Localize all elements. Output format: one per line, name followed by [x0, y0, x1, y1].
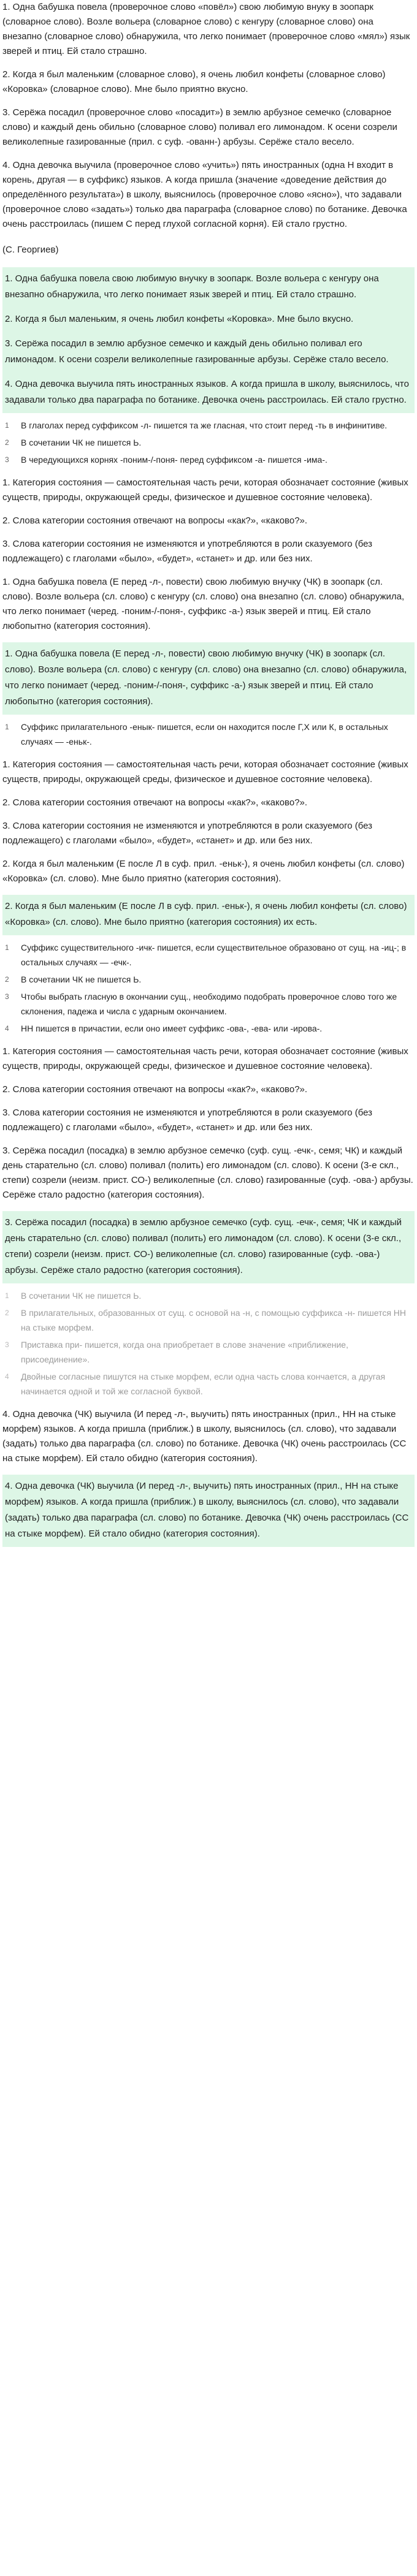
paragraph: 3. Слова категории состояния не изменяются и употребляются в роли сказуемого (без подлежащего) с глаголами «было», «будет», «станет» и др. или без них.: [2, 1108, 373, 1133]
paragraph: 2. Слова категории состояния отвечают на вопросы «как?», «каково?».: [2, 515, 308, 526]
section-original-text: [2, 0, 415, 257]
answer-paragraph: 2. Когда я был маленьким, я очень любил конфеты «Коровка». Мне было вкусно.: [5, 314, 354, 324]
rule-number: 3: [5, 455, 9, 464]
section-theory: [2, 476, 415, 634]
rule-number: 4: [5, 1024, 9, 1033]
paragraph: 4. Одна девочка (ЧК) выучила (И перед -л-, выучить) пять иностранных (прил., НН на стыке морфем) языков. А когда пришла (приближ.) в школу, выяснилось (сл. слово), что задавали (задать) только два параграфа (сл. слово) по ботанике. Девочка (ЧК) очень расстроилась (СС на стыке морфем). Ей стало обидно (категория состояния).: [2, 1409, 407, 1464]
rule-text: В сочетании ЧК не пишется Ь.: [21, 1291, 142, 1301]
paragraph: 1. Категория состояния — самостоятельная часть речи, которая обозначает состояние (живых существ, природы, окружающей среды, физическое и душевное состояние человека).: [2, 477, 408, 503]
rule-item: [5, 940, 415, 970]
rule-item: [5, 1021, 415, 1036]
paragraph: 3. Серёжа посадил (проверочное слово «посадит») в землю арбузное семечко (словарное слово) и каждый день обильно (словарное слово) поливал его лимонадом. К осени созрели великолепные газированные (прил. с суф. -ованн-) арбузы. Серёже стало весело.: [2, 107, 397, 147]
rule-number: 2: [5, 1309, 9, 1317]
answer-paragraph: 3. Серёжа посадил в землю арбузное семечко и каждый день обильно поливал его лимонадом. К осени созрели великолепные газированные арбузы. Серёже стало весело.: [5, 338, 389, 365]
rule-text: Приставка при- пишется, когда она приобретает в слове значение «приближение, присоединение».: [21, 1340, 348, 1364]
rule-text: В прилагательных, образованных от сущ. с основой на -н, с помощью суффикса -н- пишется НН на стыке морфем.: [21, 1308, 407, 1332]
rule-list: [2, 1288, 415, 1399]
paragraph: 2. Когда я был маленьким (Е после Л в суф. прил. -еньк-), я очень любил конфеты (сл. слово) «Коровка» (сл. слово). Мне было приятно (категория состояния).: [2, 859, 405, 884]
paragraph: 2. Слова категории состояния отвечают на вопросы «как?», «каково?».: [2, 1084, 308, 1095]
rule-item: [5, 972, 415, 987]
paragraph: 2. Когда я был маленьким (словарное слово), я очень любил конфеты (словарное слово) «Коровка» (словарное слово). Мне было приятно вкусно.: [2, 69, 386, 94]
rule-text: В глаголах перед суффиксом -л- пишется та же гласная, что стоит перед -ть в инфинитиве.: [21, 420, 388, 430]
answer-paragraph: 3. Серёжа посадил (посадка) в землю арбузное семечко (суф. сущ. -ечк-, семя; ЧК и каждый день старательно (сл. слово) поливал (полить) его лимонадом (сл. слово). К осени (3-е скл., степи) созрели (неизм. прист. СО-) великолепные (сл. слово) газированные (суф. -ова-) арбузы. Серёже стало радостно (категория состояния).: [5, 1217, 402, 1275]
rule-number: 1: [5, 1291, 9, 1300]
answer-block: [2, 1475, 415, 1547]
section-theory: [2, 1044, 415, 1203]
rule-item: [5, 1305, 415, 1335]
paragraph: 4. Одна девочка выучила (проверочное слово «учить») пять иностранных (одна Н входит в корень, другая — в суффикс) языков. А когда пришла (значение «доведение действия до определённого результата») в школу, выяснилось (проверочное слово «ясно»), что задавали (проверочное слово «задать») только два параграфа (словарное слово) по ботанике. Девочка очень расстроилась (пишем С перед глухой согласной корня). Ей стало грустно.: [2, 160, 407, 229]
rule-text: НН пишется в причастии, если оно имеет суффикс -ова-, -ева- или -ирова-.: [21, 1024, 323, 1033]
rule-text: В сочетании ЧК не пишется Ь.: [21, 438, 142, 447]
rule-number: 1: [5, 421, 9, 430]
paragraph: 3. Слова категории состояния не изменяются и употребляются в роли сказуемого (без подлежащего) с глаголами «было», «будет», «станет» и др. или без них.: [2, 539, 373, 564]
rule-number: 4: [5, 1372, 9, 1381]
answer-block: [2, 267, 415, 413]
answer-block: [2, 642, 415, 715]
rule-number: 3: [5, 1340, 9, 1349]
rule-item: [5, 418, 415, 433]
paragraph: 2. Слова категории состояния отвечают на вопросы «как?», «каково?».: [2, 797, 308, 808]
paragraph: 1. Одна бабушка повела (проверочное слово «повёл») свою любимую внуку в зоопарк (словарное слово). Возле вольера (словарное слово) с кенгуру (словарное слово) она внезапно (словарное слово) обнаружила, что легко понимает (проверочное слово «мял») язык зверей и птиц. Ей стало страшно.: [2, 2, 410, 56]
answer-paragraph: 1. Одна бабушка повела свою любимую внучку в зоопарк. Возле вольера с кенгуру она внезапно обнаружила, что легко понимает язык зверей и птиц. Ей стало страшно.: [5, 273, 379, 300]
paragraph: 1. Одна бабушка повела (Е перед -л-, повести) свою любимую внучку (ЧК) в зоопарк (сл. слово). Возле вольера (сл. слово) с кенгуру (сл. слово) она внезапно (сл. слово) обнаружила, что легко понимает (черед. -поним-/-поня-, суффикс -а-) язык зверей и птиц. Ей стало любопытно (категория состояния).: [2, 577, 405, 631]
rule-item: [5, 989, 415, 1019]
rule-number: 3: [5, 992, 9, 1001]
rule-text: Двойные согласные пишутся на стыке морфем, если одна часть слова кончается, а другая начинается одной и той же согласной буквой.: [21, 1372, 386, 1396]
answer-paragraph: 4. Одна девочка (ЧК) выучила (И перед -л-, выучить) пять иностранных (прил., НН на стыке морфем) языков. А когда пришла (приближ.) в школу, выяснилось (сл. слово), что задавали (задать) только два параграфа (сл. слово) по ботанике. Девочка (ЧК) очень расстроилась (СС на стыке морфем). Ей стало обидно (категория состояния).: [5, 1481, 409, 1539]
rule-number: 1: [5, 943, 9, 952]
rule-list: [2, 940, 415, 1036]
author: (С. Георгиев): [2, 245, 59, 255]
rule-list: [2, 720, 415, 749]
paragraph: 3. Серёжа посадил (посадка) в землю арбузное семечко (суф. сущ. -ечк-, семя; ЧК) и каждый день старательно (сл. слово) поливал (полить) его лимонадом (сл. слово). К осени (3-е скл., степи) созрели (неизм. прист. СО-) великолепные (сл. слово) газированные (суф. -ова-) арбузы. Серёже стало радостно (категория состояния).: [2, 1146, 413, 1200]
answer-paragraph: 2. Когда я был маленьким (Е после Л в суф. прил. -еньк-), я очень любил конфеты (сл. слово) «Коровка» (сл. слово). Мне было приятно (категория состояния) их есть.: [5, 901, 407, 927]
rule-text: Суффикс прилагательного -енык- пишется, если он находится после Г,Х или К, в остальных случаях — -еньк-.: [21, 722, 388, 747]
rule-list: [2, 418, 415, 467]
paragraph: 3. Слова категории состояния не изменяются и употребляются в роли сказуемого (без подлежащего) с глаголами «было», «будет», «станет» и др. или без них.: [2, 821, 373, 846]
answer-paragraph: 4. Одна девочка выучила пять иностранных языков. А когда пришла в школу, выяснилось, что задавали только два параграфа по ботанике. Девочка очень расстроилась. Ей стало грустно.: [5, 379, 409, 405]
rule-text: Суффикс существительного -ичк- пишется, если существительное образовано от сущ. на -иц-; в остальных случаях — -ечк-.: [21, 943, 407, 967]
rule-item: [5, 452, 415, 467]
rule-item: [5, 1288, 415, 1303]
rule-item: [5, 720, 415, 749]
rule-item: [5, 435, 415, 450]
rule-text: В чередующихся корнях -поним-/-поня- перед суффиксом -а- пишется -има-.: [21, 455, 327, 465]
rule-number: 2: [5, 975, 9, 984]
rule-text: В сочетании ЧК не пишется Ь.: [21, 975, 142, 984]
paragraph: 1. Категория состояния — самостоятельная часть речи, которая обозначает состояние (живых существ, природы, окружающей среды, физическое и душевное состояние человека).: [2, 1046, 408, 1071]
rule-item: [5, 1369, 415, 1399]
section-theory: [2, 758, 415, 886]
rule-text: Чтобы выбрать гласную в окончании сущ., необходимо подобрать проверочное слово того же склонения, падежа и числа с ударным окончанием.: [21, 992, 397, 1016]
paragraph: 1. Категория состояния — самостоятельная часть речи, которая обозначает состояние (живых существ, природы, окружающей среды, физическое и душевное состояние человека).: [2, 759, 408, 785]
answer-block: [2, 895, 415, 935]
answer-paragraph: 1. Одна бабушка повела (Е перед -л-, повести) свою любимую внучку (ЧК) в зоопарк (сл. слово). Возле вольера (сл. слово) с кенгуру (сл. слово) она внезапно (сл. слово) обнаружила, что легко понимает (черед. -поним-/-поня-, суффикс -а-) язык зверей и птиц. Ей стало любопытно (категория состояния).: [5, 648, 407, 707]
rule-number: 1: [5, 723, 9, 731]
answer-block: [2, 1211, 415, 1283]
rule-number: 2: [5, 438, 9, 447]
rule-item: [5, 1337, 415, 1367]
